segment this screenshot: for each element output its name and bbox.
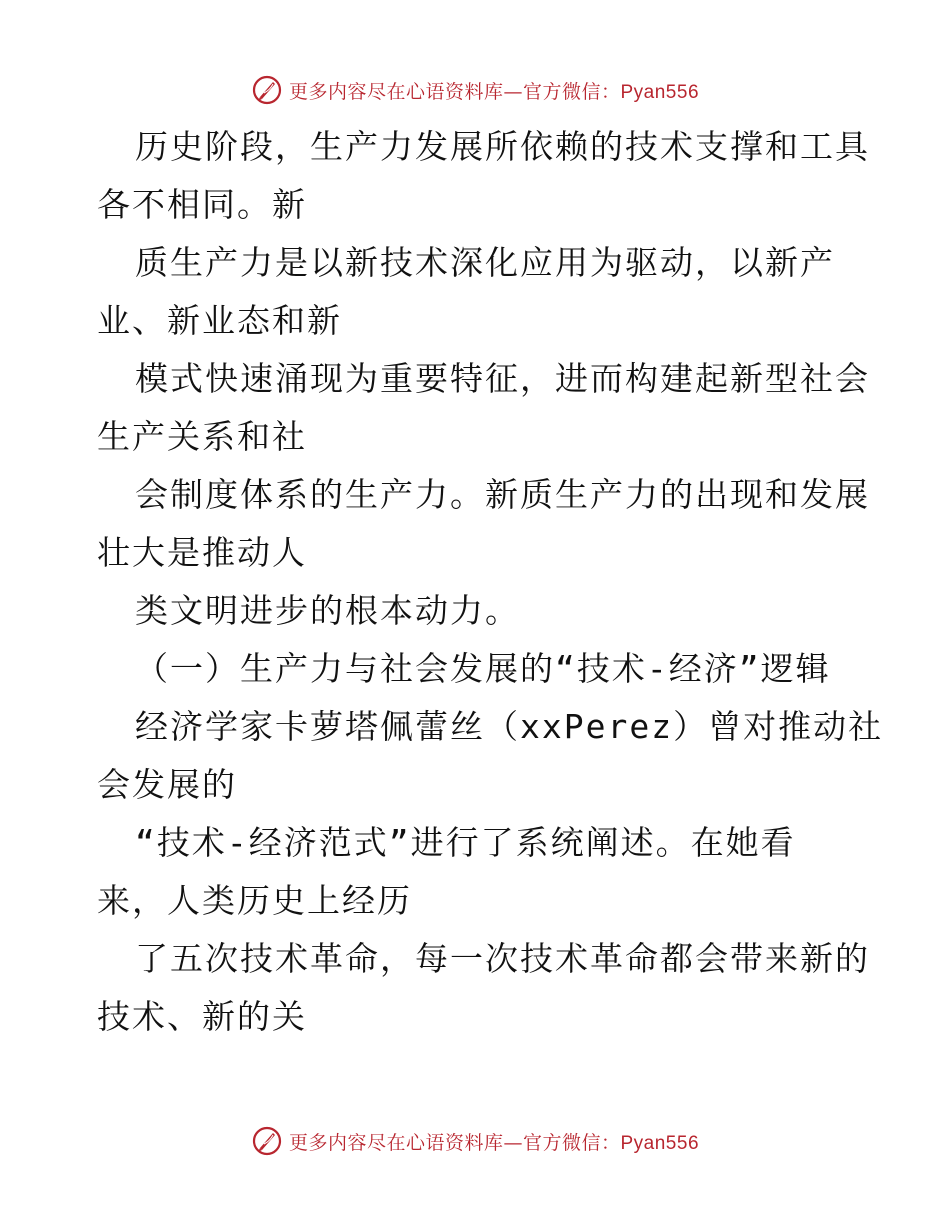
footer-watermark-text xyxy=(289,1128,699,1155)
body-line-11: 经济学家卡萝塔佩蕾丝（xxPerez）曾对推动社 xyxy=(135,707,884,746)
body-line-1: 历史阶段，生产力发展所依赖的技术支撑和工具 xyxy=(135,127,870,166)
body-line-13: “技术-经济范式”进行了系统阐述。在她看 xyxy=(135,823,796,862)
body-line-7: 会制度体系的生产力。新质生产力的出现和发展 xyxy=(135,475,870,514)
body-line-12: 会发展的 xyxy=(97,765,237,804)
body-line-16: 技术、新的关 xyxy=(97,997,307,1036)
body-line-5: 模式快速涌现为重要特征，进而构建起新型社会 xyxy=(135,359,870,398)
section-heading: （一）生产力与社会发展的“技术-经济”逻辑 xyxy=(135,649,831,688)
quill-pen-logo-icon xyxy=(251,74,283,106)
header-watermark xyxy=(0,70,950,110)
body-line-8: 壮大是推动人 xyxy=(97,533,307,572)
footer-watermark-main: 更多内容尽在心语资料库—官方微信： xyxy=(288,1131,621,1154)
footer-watermark-id: Pyan556 xyxy=(620,1132,700,1154)
header-watermark-main: 更多内容尽在心语资料库—官方微信： xyxy=(288,80,621,103)
body-line-15: 了五次技术革命，每一次技术革命都会带来新的 xyxy=(135,939,870,978)
header-watermark-id: Pyan556 xyxy=(620,81,700,103)
document-body xyxy=(97,118,884,1046)
body-line-4: 业、新业态和新 xyxy=(97,301,342,340)
body-line-6: 生产关系和社 xyxy=(97,417,307,456)
body-line-2: 各不相同。新 xyxy=(97,185,307,224)
body-line-14: 来，人类历史上经历 xyxy=(97,881,412,920)
quill-pen-logo-icon xyxy=(251,1125,283,1157)
body-line-9: 类文明进步的根本动力。 xyxy=(135,591,520,630)
header-watermark-text xyxy=(289,77,699,104)
body-line-3: 质生产力是以新技术深化应用为驱动，以新产 xyxy=(135,243,835,282)
footer-watermark xyxy=(0,1121,950,1161)
